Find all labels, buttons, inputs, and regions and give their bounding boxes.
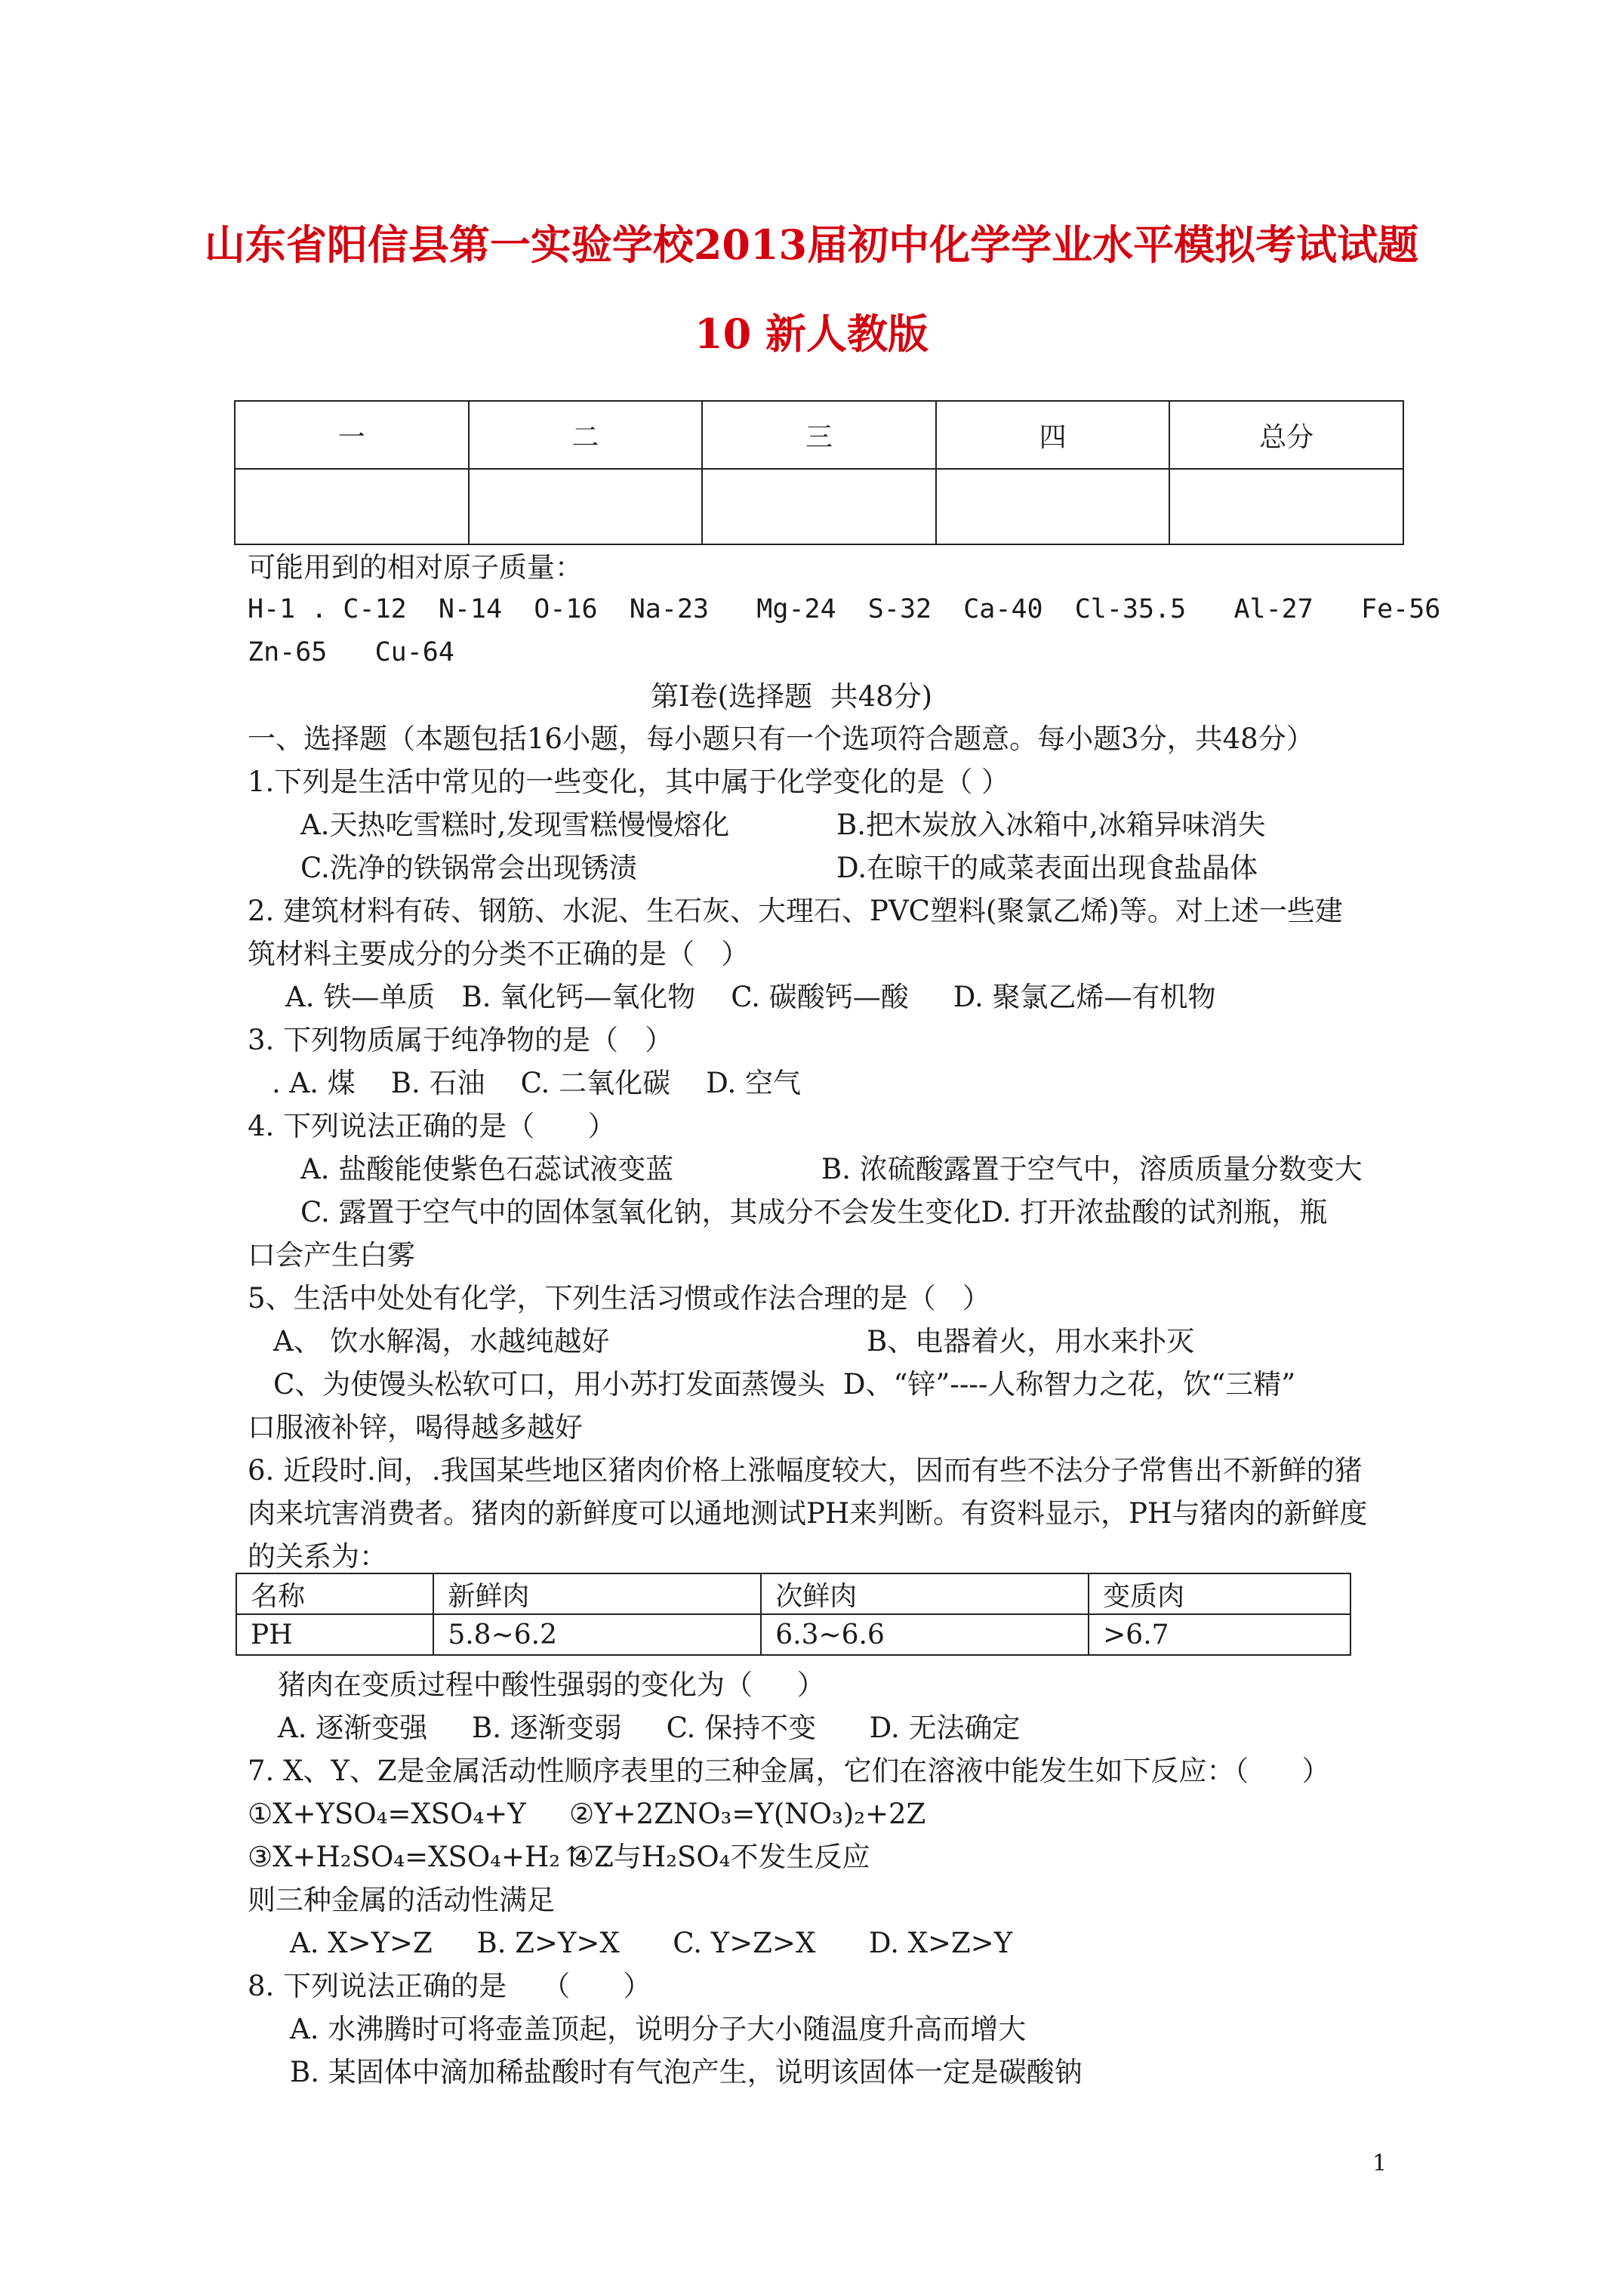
q5-option-b: B、电器着火，用水来扑灭 <box>867 1325 1195 1358</box>
ph-table-cell: PH <box>236 1614 433 1655</box>
q4-option-cd: C. 露置于空气中的固体氢氧化钠，其成分不会发生变化D. 打开浓盐酸的试剂瓶，瓶 <box>300 1196 1328 1228</box>
q5-option-cd: C、为使馒头松软可口，用小苏打发面蒸馒头 D、“锌”----人称智力之花，饮“三精” <box>273 1368 1296 1401</box>
ph-table-cell: 5.8~6.2 <box>433 1614 761 1655</box>
q6-stem-line-3: 的关系为： <box>248 1540 387 1573</box>
score-table <box>234 400 1404 545</box>
score-header-cell: 二 <box>469 401 703 469</box>
ph-table-header <box>236 1573 1350 1614</box>
q7-reaction-1: ①X+YSO₄=XSO₄+Y <box>248 1798 526 1830</box>
ph-table-cell: >6.7 <box>1089 1614 1350 1655</box>
q5-option-cd-cont: 口服液补锌，喝得越多越好 <box>248 1411 583 1444</box>
q7-stem: 7. X、Y、Z是金属活动性顺序表里的三种金属，它们在溶液中能发生如下反应：（ ） <box>248 1755 1330 1787</box>
q6-question: 猪肉在变质过程中酸性强弱的变化为（ ） <box>278 1669 825 1701</box>
section-instruction: 一、选择题（本题包括16小题，每小题只有一个选项符合题意。每小题3分，共48分） <box>248 723 1314 755</box>
document-title-line-2: 10 新人教版 <box>694 310 929 358</box>
q6-options: A. 逐渐变强 B. 逐渐变弱 C. 保持不变 D. 无法确定 <box>278 1712 1021 1744</box>
score-table-header <box>235 401 1403 469</box>
q2-stem-line-2: 筑材料主要成分的分类不正确的是（ ） <box>248 938 750 970</box>
ph-table-cell: 名称 <box>236 1573 433 1614</box>
ph-table-cell: 变质肉 <box>1089 1573 1350 1614</box>
score-blank-cell <box>235 469 469 544</box>
q4-option-a: A. 盐酸能使紫色石蕊试液变蓝 <box>300 1153 674 1185</box>
q1-option-b: B.把木炭放入冰箱中,冰箱异味消失 <box>836 809 1266 841</box>
ph-table <box>236 1573 1351 1656</box>
q8-option-a: A. 水沸腾时可将壶盖顶起，说明分子大小随温度升高而增大 <box>290 2013 1027 2045</box>
ph-table-cell: 新鲜肉 <box>433 1573 761 1614</box>
q7-options: A. X>Y>Z B. Z>Y>X C. Y>Z>X D. X>Z>Y <box>290 1927 1013 1959</box>
score-header-cell: 三 <box>702 401 936 469</box>
q3-options: . A. 煤 B. 石油 C. 二氧化碳 D. 空气 <box>272 1067 801 1099</box>
q2-options: A. 铁—单质 B. 氧化钙—氧化物 C. 碳酸钙—酸 D. 聚氯乙烯—有机物 <box>285 981 1216 1013</box>
q7-conclusion: 则三种金属的活动性满足 <box>248 1884 555 1916</box>
ph-table-row <box>236 1614 1350 1655</box>
q2-stem-line-1: 2. 建筑材料有砖、钢筋、水泥、生石灰、大理石、PVC塑料(聚氯乙烯)等。对上述一些建 <box>248 895 1343 927</box>
q5-stem: 5、生活中处处有化学，下列生活习惯或作法合理的是（ ） <box>248 1282 990 1314</box>
score-header-cell: 总分 <box>1169 401 1403 469</box>
ph-table-cell: 6.3~6.6 <box>761 1614 1089 1655</box>
q8-stem: 8. 下列说法正确的是 （ ） <box>248 1970 651 2002</box>
q1-stem: 1.下列是生活中常见的一些变化，其中属于化学变化的是（ ） <box>248 766 1010 798</box>
atomic-mass-label: 可能用到的相对原子质量： <box>248 551 583 584</box>
q1-option-a: A.天热吃雪糕时,发现雪糕慢慢熔化 <box>300 809 730 841</box>
score-blank-cell <box>1169 469 1403 544</box>
atomic-mass-line-1: H-1 . C-12 N-14 O-16 Na-23 Mg-24 S-32 Ca-40 Cl-35.5 Al-27 Fe-56 <box>248 594 1441 624</box>
atomic-mass-line-2: Zn-65 Cu-64 <box>248 637 454 667</box>
score-blank-cell <box>702 469 936 544</box>
q7-reaction-2: ②Y+2ZNO₃=Y(NO₃)₂+2Z <box>569 1798 926 1830</box>
document-title-line-1: 山东省阳信县第一实验学校2013届初中化学学业水平模拟考试试题 <box>204 220 1419 269</box>
q3-stem: 3. 下列物质属于纯净物的是（ ） <box>248 1024 673 1056</box>
page-number: 1 <box>1372 2150 1387 2177</box>
q6-stem-line-1: 6. 近段时.间，.我国某些地区猪肉价格上涨幅度较大，因而有些不法分子常售出不新鲜的猪 <box>248 1454 1363 1487</box>
q1-option-d: D.在晾干的咸菜表面出现食盐晶体 <box>836 852 1258 884</box>
score-blank-cell <box>469 469 703 544</box>
score-blank-cell <box>936 469 1170 544</box>
section-title: 第Ⅰ卷(选择题 共48分) <box>651 680 933 713</box>
q4-option-b: B. 浓硫酸露置于空气中，溶质质量分数变大 <box>821 1153 1363 1185</box>
ph-table-cell: 次鲜肉 <box>761 1573 1089 1614</box>
score-header-cell: 四 <box>936 401 1170 469</box>
score-header-cell: 一 <box>235 401 469 469</box>
q7-reaction-4: ④Z与H₂SO₄不发生反应 <box>569 1841 870 1873</box>
score-table-blank-row <box>235 469 1403 544</box>
q7-reaction-3: ③X+H₂SO₄=XSO₄+H₂↑ . <box>248 1841 611 1873</box>
q4-option-cd-cont: 口会产生白雾 <box>248 1239 415 1271</box>
q1-option-c: C.洗净的铁锅常会出现锈渍 <box>300 852 637 884</box>
q6-stem-line-2: 肉来坑害消费者。猪肉的新鲜度可以通地测试PH来判断。有资料显示，PH与猪肉的新鲜度 <box>248 1497 1368 1530</box>
q4-stem: 4. 下列说法正确的是（ ） <box>248 1110 616 1142</box>
q5-option-a: A、 饮水解渴，水越纯越好 <box>273 1325 610 1358</box>
q8-option-b: B. 某固体中滴加稀盐酸时有气泡产生，说明该固体一定是碳酸钠 <box>290 2056 1083 2088</box>
